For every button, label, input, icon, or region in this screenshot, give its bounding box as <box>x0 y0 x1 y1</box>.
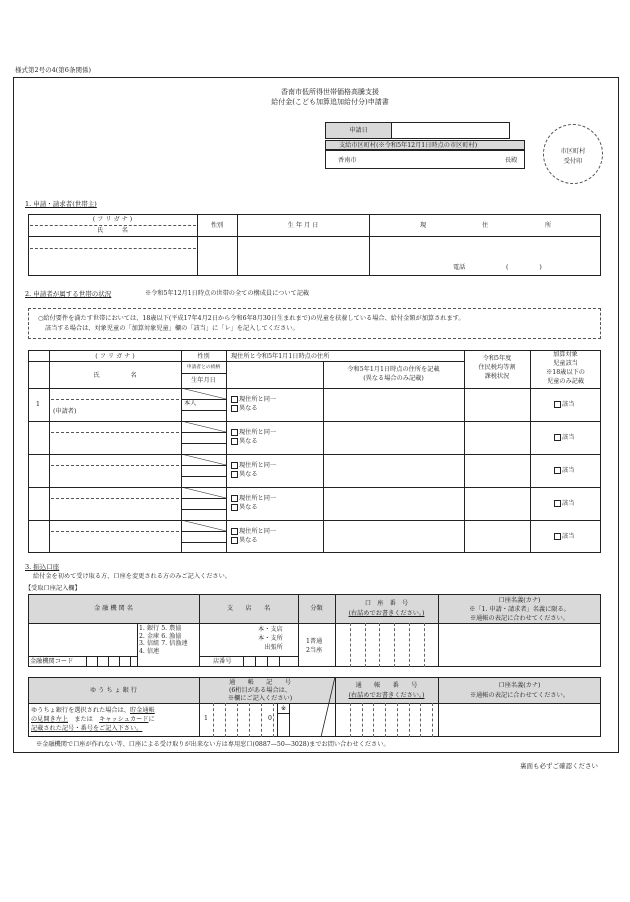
yucho-note-2 <box>31 716 155 724</box>
passbook-number-note: (右詰めでお書きください。) <box>348 692 425 699</box>
s1-phone-label: 電話 <box>453 264 466 271</box>
option-different-address[interactable] <box>231 438 258 446</box>
row-number: 1 <box>36 401 40 408</box>
yucho-note-3: 記載された記号・番号をご記入下さい。 <box>31 725 143 732</box>
holder-note-1: ※「1. 申請・請求者」名義に限る。 <box>469 606 570 613</box>
s1-dob-label: 生 年 月 日 <box>287 222 319 229</box>
option-different-address[interactable] <box>231 405 258 413</box>
option-different-label: 異なる <box>239 504 258 511</box>
s2-addr-sub2: (異なる場合のみ記載) <box>363 375 424 382</box>
option-different-address[interactable] <box>231 471 258 479</box>
option-same-address[interactable] <box>231 495 276 503</box>
section1-title: 1. 申請・請求者(世帯主) <box>25 200 97 208</box>
type-label: 分類 <box>310 605 323 612</box>
option-different-address[interactable] <box>231 504 258 512</box>
mayor-label: 長殿 <box>505 157 518 164</box>
option-applicable-label: 該当 <box>562 401 575 408</box>
option-applicable-label: 該当 <box>562 434 575 441</box>
date-field[interactable] <box>391 122 510 139</box>
s1-name-label: 氏 名 <box>97 227 128 234</box>
stamp-label-2: 受付印 <box>563 158 583 165</box>
option-same-address[interactable] <box>231 396 276 404</box>
s1-address-field[interactable] <box>372 238 598 258</box>
option-different-label: 異なる <box>239 405 258 412</box>
s2-name-label: 氏 名 <box>93 372 137 379</box>
symbol-star: ※ <box>281 705 287 712</box>
option-applicable[interactable] <box>554 467 574 475</box>
option-different-label: 異なる <box>239 471 258 478</box>
checkbox-applicable[interactable] <box>554 434 561 441</box>
passbook-symbol-label: 通 帳 記 号 <box>229 679 291 686</box>
s1-phone-field[interactable]: ( ) <box>506 264 542 271</box>
symbol-zero-digit: 0 <box>268 715 272 722</box>
s1-name-field[interactable] <box>30 250 195 274</box>
checkbox-applicable[interactable] <box>554 500 561 507</box>
s1-sex-label: 性別 <box>210 222 224 229</box>
option-same-address[interactable] <box>231 429 276 437</box>
checkbox-same[interactable] <box>231 396 238 403</box>
option-applicable-label: 該当 <box>562 467 575 474</box>
account-number-note: (右詰めでお書きください。) <box>348 610 425 617</box>
passbook-symbol-note-2: ※欄にご記入ください) <box>227 695 293 702</box>
checkbox-different[interactable] <box>231 438 238 445</box>
s1-addr-char-2: 住 <box>482 222 489 229</box>
date-label: 申請日 <box>349 127 368 134</box>
title-line2: 給付金(こども加算追加給付分)申請書 <box>271 98 389 106</box>
s2-dob-label: 生年月日 <box>191 377 216 384</box>
holder-label: 口座名義(カナ) <box>498 597 541 604</box>
symbol-first-digit: 1 <box>204 715 208 722</box>
s2-furigana-label: ( フ リ ガ ナ ) <box>95 353 135 360</box>
yucho-note-2b: または <box>74 716 93 723</box>
yucho-note-2c: キャッシュカード <box>99 716 149 723</box>
s2-tax-label-3: 課税状況 <box>484 373 510 380</box>
stamp-label-1: 市区町村 <box>560 148 586 155</box>
section2-note: ※令和5年12月1日時点の世帯の全ての構成員について記載 <box>145 290 310 297</box>
option-applicable-label: 該当 <box>562 500 575 507</box>
s2-tax-label-2: 住民税均等割 <box>478 364 516 371</box>
city-name: 香南市 <box>338 157 357 164</box>
option-same-label: 現住所と同一 <box>239 528 277 535</box>
section3-title: 3. 振込口座 <box>25 563 60 571</box>
bank-name-label: 金 融 機 関 名 <box>94 605 133 612</box>
s2-add-label-3: ※18歳以下の <box>546 369 585 376</box>
applicant-tag: (申請者) <box>53 408 77 415</box>
passbook-number-label: 通 帳 番 号 <box>355 682 418 689</box>
section2-title: 2. 申請者が属する世帯の状況 <box>25 290 112 298</box>
s1-addr-char-1: 現 <box>420 222 427 229</box>
checkbox-different[interactable] <box>231 504 238 511</box>
holder-note-2: ※通帳の表記に合わせてください。 <box>470 615 569 622</box>
bank-type-options[interactable]: 1. 銀行 5. 農協 2. 金庫 6. 漁協 3. 信組 7. 信漁連 4. 信連 <box>139 625 188 655</box>
municipality-label: 支給市区町村(※令和5年12月1日時点の市区町村) <box>339 142 478 149</box>
s2-addr-label: 現住所と令和5年1月1日時点の住所 <box>231 353 330 360</box>
footer-note: ※金融機関で口座が作れない等、口座による受け取りが出来ない方は専用窓口(0887—50—3028)までお問い合わせください。 <box>36 741 390 748</box>
option-same-label: 現住所と同一 <box>239 495 277 502</box>
option-applicable[interactable] <box>554 533 574 541</box>
option-same-label: 現住所と同一 <box>239 462 277 469</box>
option-applicable[interactable] <box>554 434 574 442</box>
form-number: 様式第2号の4(第6条関係) <box>15 66 91 74</box>
checkbox-different[interactable] <box>231 405 238 412</box>
title-line1: 香南市低所得世帯価格高騰支援 <box>281 88 379 96</box>
account-number-label: 口 座 番 号 <box>364 600 409 607</box>
yucho-note-2a: の見開き左上 <box>31 716 69 723</box>
s1-addr-char-3: 所 <box>545 222 552 229</box>
holder2-note: ※通帳の表記に合わせてください。 <box>470 692 569 699</box>
checkbox-applicable[interactable] <box>554 533 561 540</box>
option-applicable[interactable] <box>554 401 574 409</box>
passbook-symbol-note-1: (6桁目がある場合は、 <box>228 687 292 694</box>
s1-furigana-label: ( フ リ ガ ナ ) <box>92 216 133 223</box>
section3-subtitle: 【受取口座記入欄】 <box>25 585 81 592</box>
checkbox-same[interactable] <box>231 462 238 469</box>
account-type-options[interactable]: 1普通 2当座 <box>306 638 323 654</box>
yucho-note-1 <box>31 707 155 715</box>
s2-tax-label-1: 令和5年度 <box>482 355 512 362</box>
checkbox-same[interactable] <box>231 429 238 436</box>
checkbox-same[interactable] <box>231 495 238 502</box>
checkbox-same[interactable] <box>231 528 238 535</box>
branch-name-label: 支 店 名 <box>226 605 271 612</box>
option-different-label: 異なる <box>239 438 258 445</box>
s2-sex-label: 性別 <box>197 353 210 360</box>
branch-type-options[interactable]: 本・支店 本・支所 出張所 <box>258 626 283 651</box>
notice-line-2: 該当する場合は、対象児童の「加算対象児童」欄の「該当」に「レ」を記入してください。 <box>45 325 299 332</box>
option-same-label: 現住所と同一 <box>239 429 277 436</box>
holder2-label: 口座名義(カナ) <box>498 682 541 689</box>
s2-add-label-4: 児童のみ記載 <box>546 378 585 385</box>
bank-code-label: 金融機関コード <box>30 658 74 665</box>
checkbox-different[interactable] <box>231 471 238 478</box>
notice-box <box>28 308 601 339</box>
yucho-note-1a: ゆうちょ銀行を選択された場合は、 <box>31 707 130 714</box>
branch-code-label: 店番号 <box>213 658 232 665</box>
s2-relation-label: 申請者との続柄 <box>186 365 221 370</box>
option-same-address[interactable] <box>231 528 276 536</box>
checkbox-different[interactable] <box>231 537 238 544</box>
yucho-label: ゆ う ち ょ 銀 行 <box>90 687 137 694</box>
section3-intro: 給付金を初めて受け取る方、口座を変更される方のみご記入ください。 <box>33 573 231 580</box>
option-same-address[interactable] <box>231 462 276 470</box>
yucho-note-1b: 貯金通帳 <box>130 707 155 714</box>
s2-add-label-1: 加算対象 <box>553 351 578 358</box>
checkbox-applicable[interactable] <box>554 401 561 408</box>
notice-line-1: ○給付要件を満たす世帯においては、18歳以下(平成17年4月2日から令和6年8月30日生まれまで)の児童を扶養している場合、給付金額が加算されます。 <box>38 315 465 322</box>
option-applicable-label: 該当 <box>562 533 575 540</box>
s2-add-label-2: 児童該当 <box>553 360 578 367</box>
option-applicable[interactable] <box>554 500 574 508</box>
option-same-label: 現住所と同一 <box>239 396 277 403</box>
s2-addr-sub1: 令和5年1月1日時点の住所を記載 <box>347 366 440 373</box>
yucho-note-2d: に <box>148 716 155 723</box>
option-different-address[interactable] <box>231 537 258 545</box>
option-different-label: 異なる <box>239 537 258 544</box>
back-note: 裏面も必ずご確認ください <box>520 762 598 770</box>
checkbox-applicable[interactable] <box>554 467 561 474</box>
relation-self: 本人 <box>184 400 197 407</box>
